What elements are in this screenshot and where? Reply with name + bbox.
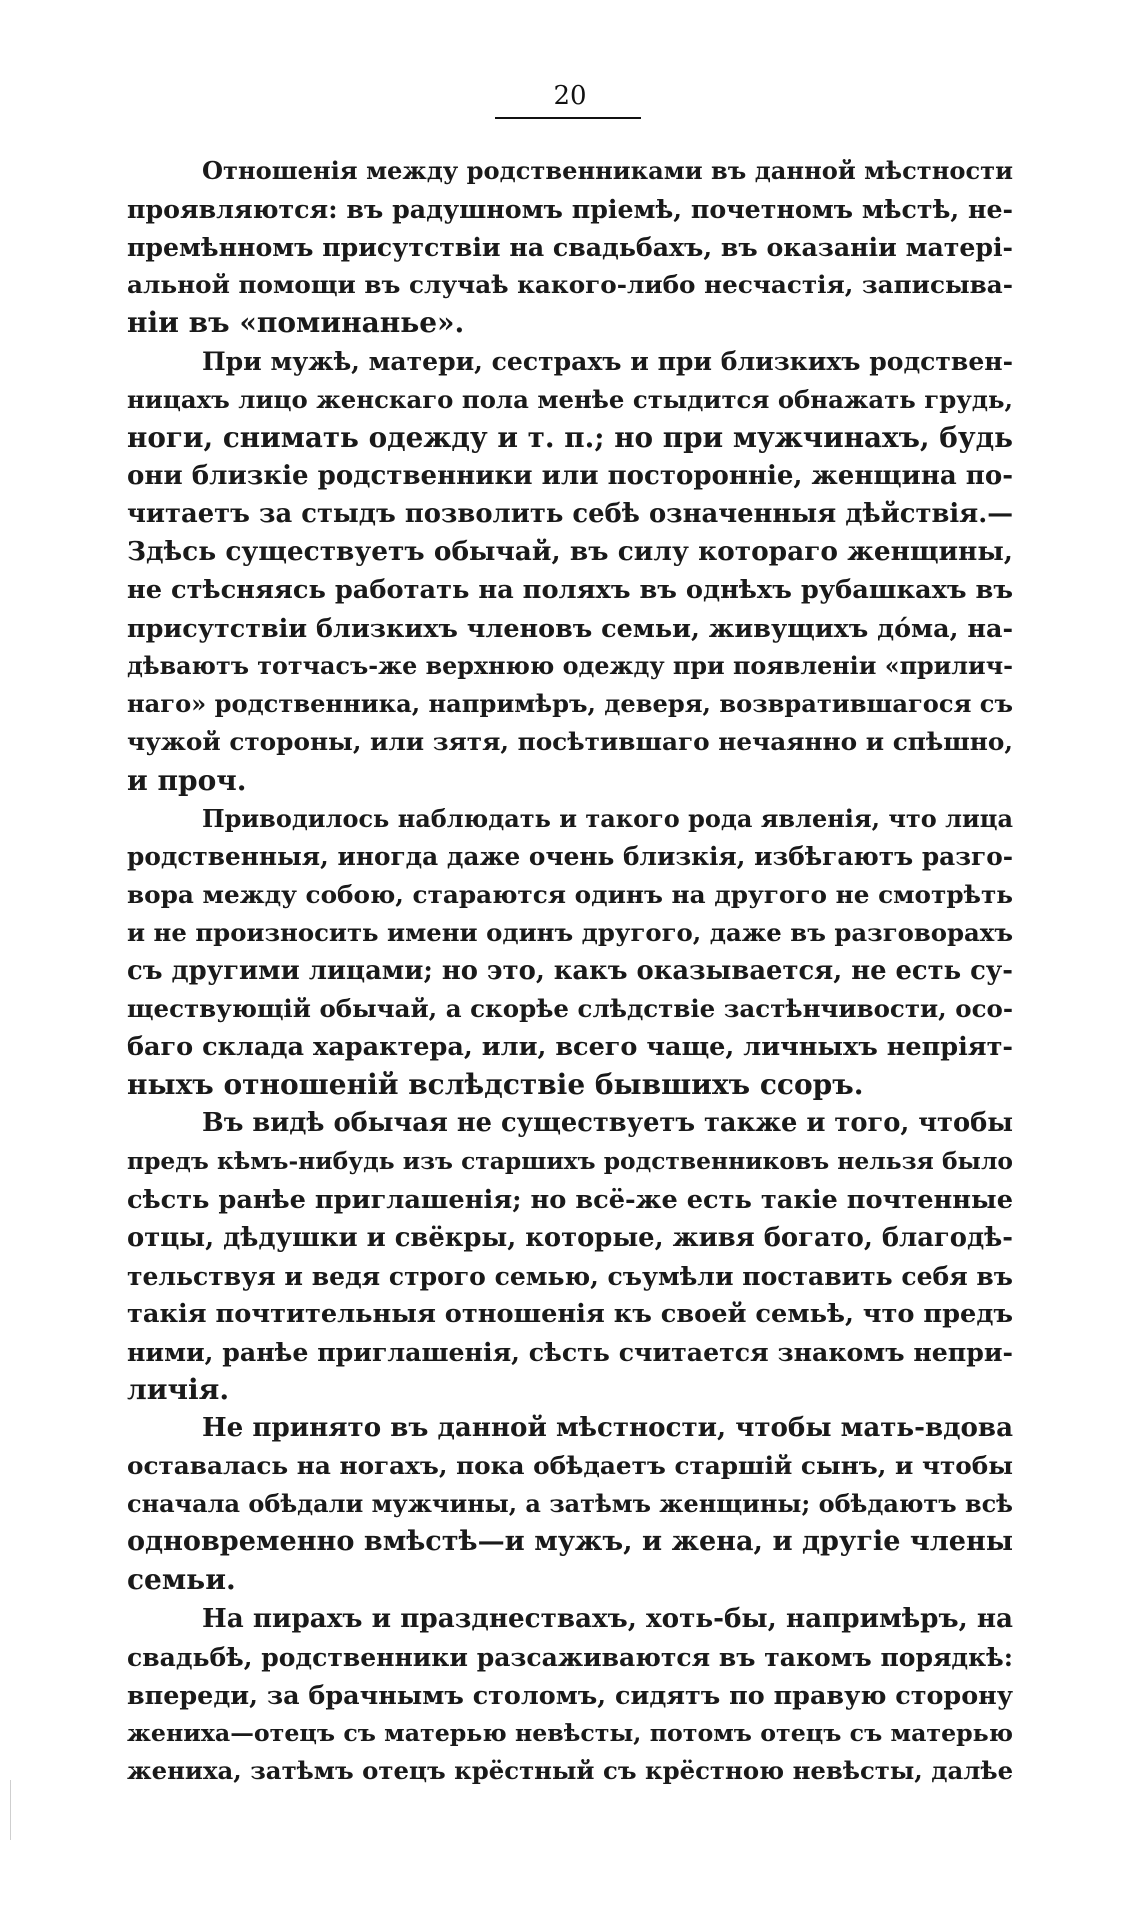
paragraph <box>127 800 1013 1105</box>
text-line: ноги, снимать одежду и т. п.; но при мужчинахъ, будь <box>127 420 1013 454</box>
text-line: отцы, дѣдушки и свёкры, которые, живя богато, благодѣ- <box>127 1222 1013 1253</box>
text-line: премѣнномъ присутствіи на свадьбахъ, въ оказаніи матері- <box>127 232 1013 263</box>
text-line: проявляются: въ радушномъ пріемѣ, почетномъ мѣстѣ, не- <box>127 194 1013 225</box>
text-line: одновременно вмѣстѣ—и мужъ, и жена, и другіе члены <box>127 1526 1013 1558</box>
paragraph <box>127 1409 1013 1599</box>
text-line: съ другими лицами; но это, какъ оказывается, не есть су- <box>127 955 1013 986</box>
page-number-underline <box>495 117 641 119</box>
text-line: ніи въ «поминанье». <box>127 306 465 340</box>
text-line: тельствуя и ведя строго семью, съумѣли поставить себя въ <box>127 1260 1013 1291</box>
text-line: присутствіи близкихъ членовъ семьи, живущихъ дóма, на- <box>127 613 1013 644</box>
text-line: такія почтительныя отношенія къ своей семьѣ, что предъ <box>127 1298 1014 1329</box>
scan-margin-mark <box>10 1780 11 1840</box>
text-line: они близкіе родственники или посторонніе, женщина по- <box>127 460 1013 491</box>
text-line: ними, ранѣе приглашенія, сѣсть считается знакомъ непри- <box>127 1336 1013 1367</box>
text-line: Отношенія между родственниками въ данной мѣстности <box>202 156 1013 185</box>
paragraph <box>127 1104 1013 1409</box>
text-line: дѣваютъ тотчасъ-же верхнюю одежду при появленіи «прилич- <box>127 652 1013 681</box>
text-line: впереди, за брачнымъ столомъ, сидятъ по правую сторону <box>127 1679 1013 1710</box>
paragraph <box>127 342 1013 799</box>
text-line: оставалась на ногахъ, пока обѣдаетъ старшій сынъ, и чтобы <box>127 1451 1013 1481</box>
page-number: 20 <box>553 81 587 111</box>
paragraph <box>127 152 1013 342</box>
text-line: ществующій обычай, а скорѣе слѣдствіе застѣнчивости, осо- <box>127 994 1013 1024</box>
text-line: Здѣсь существуетъ обычай, въ силу котораго женщины, <box>127 535 1013 567</box>
text-line: Въ видѣ обычая не существуетъ также и того, чтобы <box>202 1108 1013 1139</box>
text-line: родственныя, иногда даже очень близкія, избѣгаютъ разго- <box>127 841 1013 871</box>
text-line: Не принято въ данной мѣстности, чтобы мать-вдова <box>202 1412 1013 1444</box>
text-line: читаетъ за стыдъ позволить себѣ означенныя дѣйствія.— <box>127 498 1013 529</box>
text-line: вора между собою, стараются одинъ на другого не смотрѣть <box>127 879 1013 909</box>
text-line: предъ кѣмъ-нибудь изъ старшихъ родственниковъ нельзя было <box>127 1147 1013 1176</box>
text-line: ныхъ отношеній вслѣдствіе бывшихъ ссоръ. <box>127 1068 864 1102</box>
text-line: семьи. <box>127 1563 236 1597</box>
text-line: наго» родственника, напримѣръ, деверя, возвратившагося съ <box>127 689 1013 719</box>
text-line: жениха, затѣмъ отецъ крёстный съ крёстною невѣсты, далѣе <box>127 1755 1014 1785</box>
text-line: чужой стороны, или зятя, посѣтившаго нечаянно и спѣшно, <box>127 727 1013 757</box>
text-line: сначала обѣдали мужчины, а затѣмъ женщины; обѣдаютъ всѣ <box>127 1490 1013 1519</box>
text-line: баго склада характера, или, всего чаще, личныхъ непріят- <box>127 1032 1013 1063</box>
text-line: свадьбѣ, родственники разсаживаются въ такомъ порядкѣ: <box>127 1641 1013 1672</box>
text-line: альной помощи въ случаѣ какого-либо несчастія, записыва- <box>127 270 1014 300</box>
paragraph <box>127 1600 1013 1790</box>
text-line: и не произносить имени одинъ другого, даже въ разговорахъ <box>127 917 1013 947</box>
text-line: и проч. <box>127 763 247 797</box>
body-text <box>127 152 1013 1790</box>
text-line: На пирахъ и празднествахъ, хоть-бы, напримѣръ, на <box>202 1602 1013 1634</box>
text-line: жениха—отецъ съ матерью невѣсты, потомъ отецъ съ матерью <box>127 1718 1013 1747</box>
text-line: сѣсть ранѣе приглашенія; но всё-же есть такіе почтенные <box>127 1184 1013 1215</box>
text-line: При мужѣ, матери, сестрахъ и при близкихъ родствен- <box>202 346 1013 377</box>
text-line: ницахъ лицо женскаго пола менѣе стыдится обнажать грудь, <box>127 384 1013 414</box>
text-line: личія. <box>127 1373 230 1406</box>
text-line: не стѣсняясь работать на поляхъ въ однѣхъ рубашкахъ въ <box>127 575 1013 606</box>
text-line: Приводилось наблюдать и такого рода явленія, что лица <box>202 803 1013 833</box>
